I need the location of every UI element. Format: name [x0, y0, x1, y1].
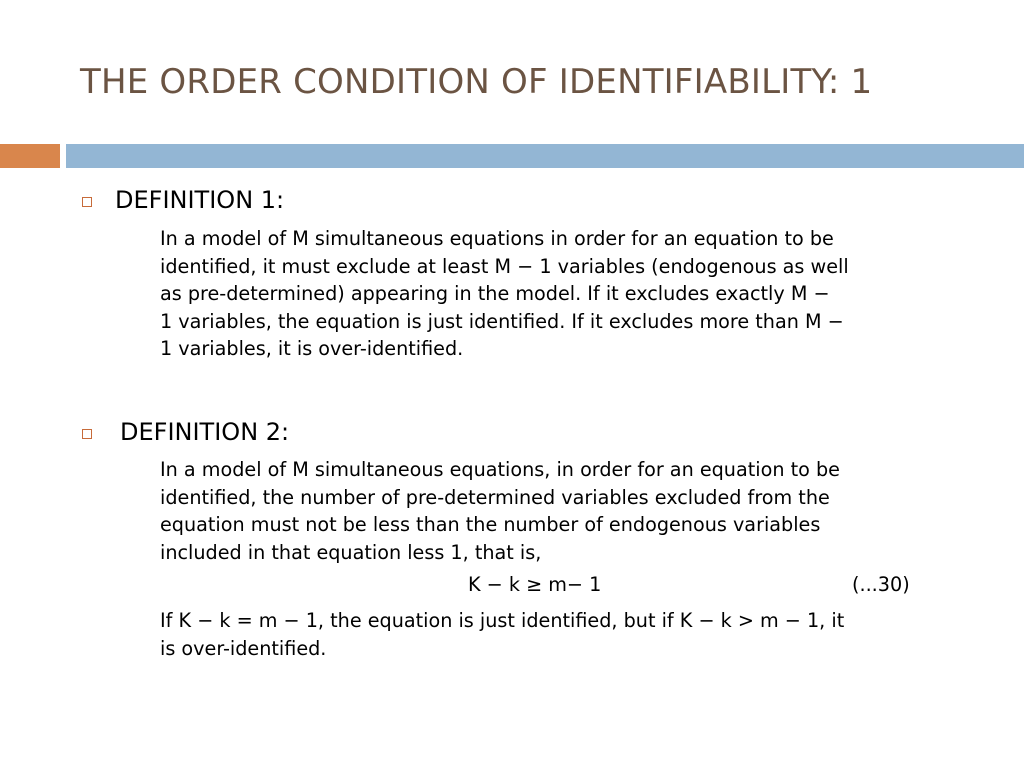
accent-bar: [0, 144, 60, 168]
definition-1-text: [160, 225, 980, 363]
slide-title: THE ORDER CONDITION OF IDENTIFIABILITY: 1: [80, 62, 873, 102]
definition-2-line: In a model of M simultaneous equations, in order for an equation to be: [160, 458, 840, 481]
definition-2-text: [160, 456, 980, 566]
definition-1-line: 1 variables, it is over-identified.: [160, 337, 464, 360]
definition-2-followup-text: [160, 607, 980, 662]
bullet-square-icon: [82, 197, 92, 207]
equation-number: (...30): [852, 573, 910, 596]
title-rule-bar: [66, 144, 1024, 168]
definition-1-line: identified, it must exclude at least M − 1 variables (endogenous as well: [160, 254, 849, 278]
definition-1-line: 1 variables, the equation is just identified. If it excludes more than M −: [160, 309, 844, 333]
definition-2-followup-line: is over-identified.: [160, 636, 327, 660]
order-condition-equation: K − k ≥ m− 1: [468, 573, 602, 596]
definition-2-line: identified, the number of pre-determined variables excluded from the: [160, 485, 830, 509]
definition-1-heading: DEFINITION 1:: [115, 186, 285, 214]
definition-2-line: equation must not be less than the number of endogenous variables: [160, 513, 821, 536]
definition-2-followup-line: If K − k = m − 1, the equation is just identified, but if K − k > m − 1, it: [160, 609, 845, 632]
bullet-square-icon: [82, 429, 92, 439]
definition-1-line: as pre-determined) appearing in the model. If it excludes exactly M −: [160, 282, 830, 305]
definition-2-heading: DEFINITION 2:: [120, 418, 290, 446]
definition-1-line: In a model of M simultaneous equations in order for an equation to be: [160, 227, 834, 250]
definition-2-line: included in that equation less 1, that is,: [160, 540, 542, 564]
